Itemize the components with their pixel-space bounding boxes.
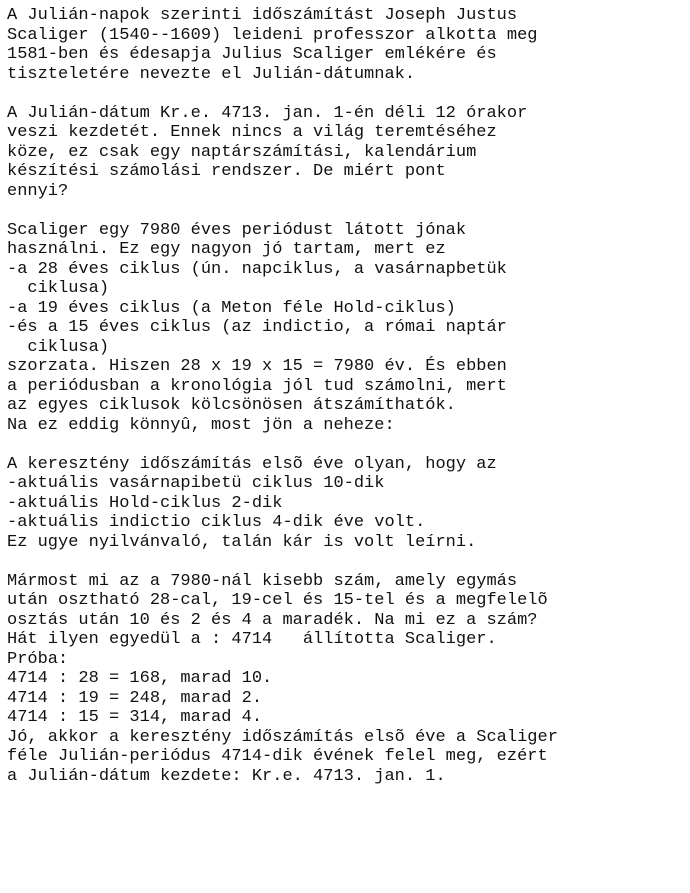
paragraph-intro	[7, 6, 687, 84]
text-line: Mármost mi az a 7980-nál kisebb szám, amely egymás	[7, 571, 518, 591]
text-line: A Julián-napok szerinti időszámítást Joseph Justus	[7, 6, 518, 25]
text-line: az egyes ciklusok kölcsönösen átszámíthatók.	[7, 396, 456, 415]
text-line: után osztható 28-cal, 19-cel és 15-tel és a megfelelõ	[7, 591, 548, 610]
text-line: -és a 15 éves ciklus (az indictio, a római naptár	[7, 318, 507, 337]
paragraph-calculation	[7, 572, 687, 787]
text-line: a periódusban a kronológia jól tud számolni, mert	[7, 376, 507, 396]
text-line: Scaliger (1540--1609) leideni professzor alkotta meg	[7, 25, 538, 45]
text-line: 4714 : 28 = 168, marad 10.	[7, 669, 273, 688]
text-line: Na ez eddig könnyû, most jön a neheze:	[7, 415, 395, 435]
text-line: osztás után 10 és 2 és 4 a maradék. Na mi ez a szám?	[7, 610, 538, 630]
text-line: készítési számolási rendszer. De miért pont	[7, 162, 446, 181]
text-line: -aktuális vasárnapibetü ciklus 10-dik	[7, 474, 385, 493]
document-text	[7, 6, 687, 786]
text-line: -a 28 éves ciklus (ún. napciklus, a vasárnapbetük	[7, 259, 507, 279]
paragraph-period	[7, 221, 687, 436]
text-line: 4714 : 15 = 314, marad 4.	[7, 708, 263, 727]
text-line: Próba:	[7, 649, 69, 669]
text-line: A keresztény időszámítás elsõ éve olyan, hogy az	[7, 454, 497, 474]
text-line: Hát ilyen egyedül a : 4714 állította Scaliger.	[7, 630, 497, 649]
text-line: -a 19 éves ciklus (a Meton féle Hold-ciklus)	[7, 298, 456, 318]
paragraph-start-date	[7, 104, 687, 202]
text-line: veszi kezdetét. Ennek nincs a világ teremtéséhez	[7, 123, 497, 142]
text-line: Scaliger egy 7980 éves periódust látott jónak	[7, 220, 467, 240]
text-line: ciklusa)	[7, 337, 110, 357]
text-line: -aktuális Hold-ciklus 2-dik	[7, 493, 283, 513]
paragraph-first-year	[7, 455, 687, 553]
text-line: szorzata. Hiszen 28 x 19 x 15 = 7980 év. És ebben	[7, 357, 507, 376]
text-line: a Julián-dátum kezdete: Kr.e. 4713. jan. 1.	[7, 766, 446, 786]
text-line: féle Julián-periódus 4714-dik évének felel meg, ezért	[7, 747, 548, 766]
text-line: -aktuális indictio ciklus 4-dik éve volt.	[7, 513, 426, 532]
text-line: Jó, akkor a keresztény időszámítás elsõ éve a Scaliger	[7, 727, 558, 747]
text-line: 1581-ben és édesapja Julius Scaliger emlékére és	[7, 45, 497, 64]
text-line: 4714 : 19 = 248, marad 2.	[7, 688, 263, 708]
text-line: A Julián-dátum Kr.e. 4713. jan. 1-én déli 12 órakor	[7, 103, 528, 123]
text-line: köze, ez csak egy naptárszámítási, kalendárium	[7, 142, 477, 162]
text-line: tiszteletére nevezte el Julián-dátumnak.	[7, 64, 416, 84]
text-line: ciklusa)	[7, 279, 110, 298]
text-line: Ez ugye nyilvánvaló, talán kár is volt leírni.	[7, 532, 477, 552]
text-line: ennyi?	[7, 181, 69, 201]
text-line: használni. Ez egy nagyon jó tartam, mert ez	[7, 240, 446, 259]
